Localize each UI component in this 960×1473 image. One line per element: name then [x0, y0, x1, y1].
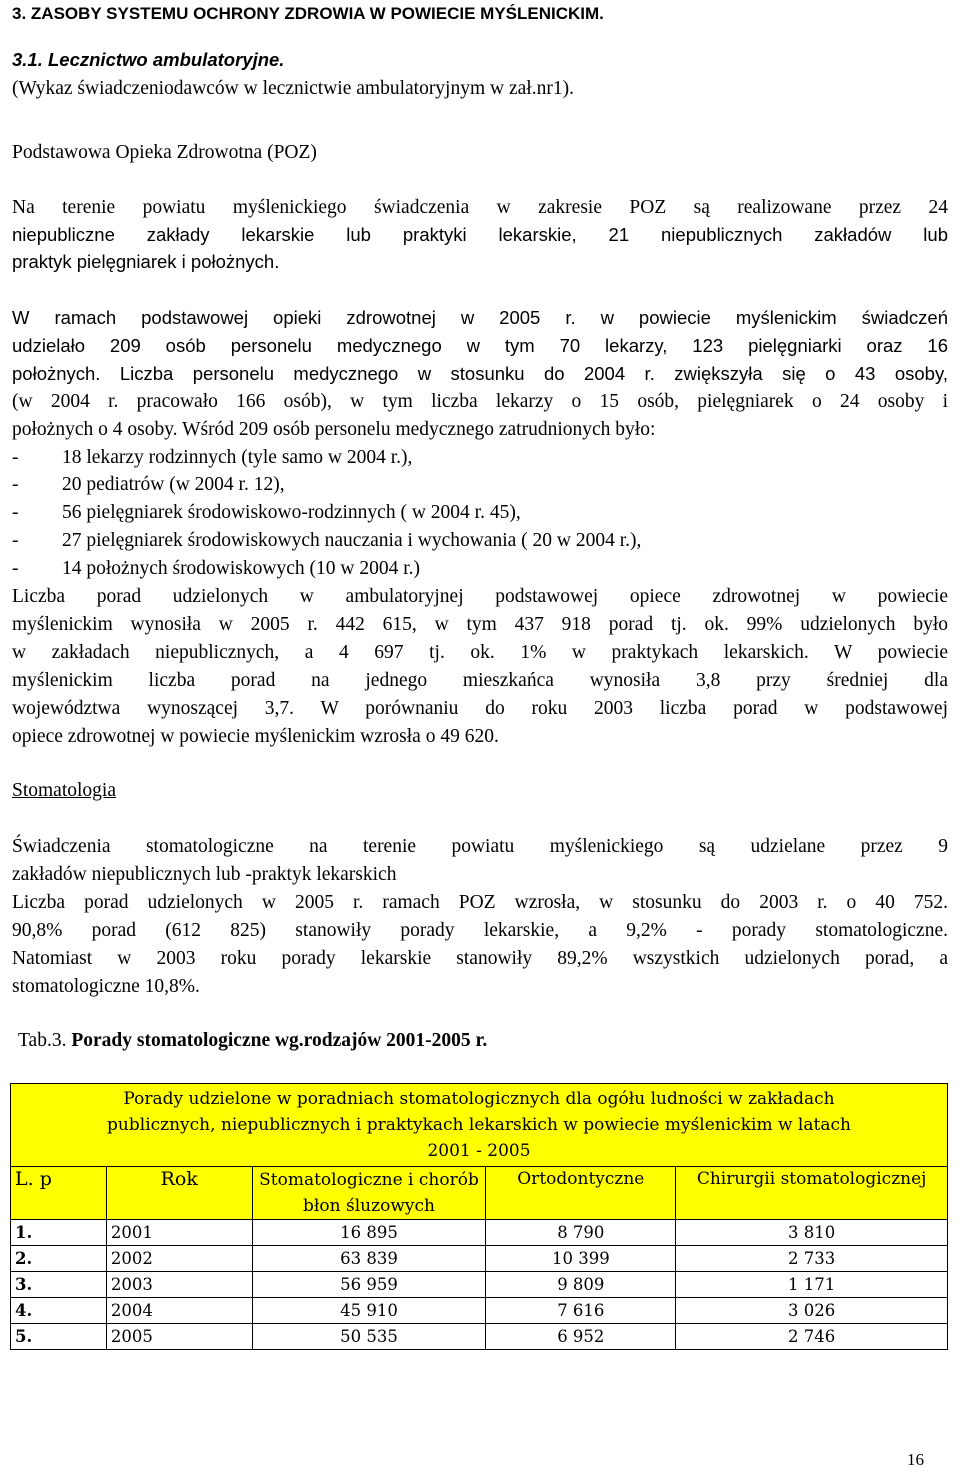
- table-row: [11, 1324, 948, 1350]
- para1-line: Na terenie powiatu myślenickiego świadczenia w zakresie POZ są realizowane przez 24: [12, 197, 948, 218]
- section-heading: [12, 0, 948, 27]
- header-chirurgii: Chirurgii stomatologicznej: [676, 1167, 948, 1220]
- cell-chirurgii: 2 733: [676, 1246, 948, 1272]
- cell-ortodontyczne: 10 399: [486, 1246, 676, 1272]
- cell-chirurgii: 1 171: [676, 1272, 948, 1298]
- stomatologia-title: Stomatologia: [12, 780, 116, 801]
- cell-ortodontyczne: 7 616: [486, 1298, 676, 1324]
- para2-line: udzielało 209 osób personelu medycznego w tym 70 lekarzy, 123 pielęgniarki oraz 16: [12, 335, 948, 356]
- table-caption-cell: Porady udzielone w poradniach stomatologicznych dla ogółu ludności w zakładach publicznych, niepublicznych i praktykach lekarskich w powiecie myślenickim w latach 2001 - 2005: [11, 1084, 948, 1167]
- cell-stomatologiczne: 56 959: [252, 1272, 486, 1298]
- cell-rok: 2005: [106, 1324, 252, 1350]
- cell-ortodontyczne: 8 790: [486, 1220, 676, 1246]
- cell-lp: 4.: [11, 1298, 107, 1324]
- table-row: [11, 1246, 948, 1272]
- table-caption-row: [11, 1084, 948, 1167]
- cell-stomatologiczne: 16 895: [252, 1220, 486, 1246]
- table-caption: [18, 1027, 948, 1054]
- para2-line: położnych. Liczba personelu medycznego w stosunku do 2004 r. zwiększyła się o 43 osoby,: [12, 363, 948, 384]
- header-stomatologiczne: Stomatologiczne i chorób błon śluzowych: [252, 1167, 486, 1220]
- cell-rok: 2001: [106, 1220, 252, 1246]
- para1-line: niepubliczne zakłady lekarskie lub praktyki lekarskie, 21 niepublicznych zakładów lub: [12, 224, 948, 245]
- cell-ortodontyczne: 6 952: [486, 1324, 676, 1350]
- cell-chirurgii: 2 746: [676, 1324, 948, 1350]
- cell-lp: 1.: [11, 1220, 107, 1246]
- cell-ortodontyczne: 9 809: [486, 1272, 676, 1298]
- para4-line: Świadczenia stomatologiczne na terenie powiatu myślenickiego są udzielane przez 9: [12, 836, 948, 857]
- table-caption-title: Porady stomatologiczne wg.rodzajów 2001-2005 r.: [71, 1030, 488, 1051]
- cell-rok: 2003: [106, 1272, 252, 1298]
- para3-line: województwa wynoszącej 3,7. W porównaniu do roku 2003 liczba porad w podstawowej: [12, 698, 948, 719]
- para1-line: praktyk pielęgniarek i położnych.: [12, 251, 280, 272]
- list-item: - 20 pediatrów (w 2004 r. 12),: [12, 474, 285, 495]
- cell-stomatologiczne: 45 910: [252, 1298, 486, 1324]
- para4-line: stomatologiczne 10,8%.: [12, 976, 200, 997]
- list-item: - 14 położnych środowiskowych (10 w 2004 r.): [12, 558, 420, 579]
- para2-line: położnych o 4 osoby. Wśród 209 osób personelu medycznego zatrudnionych było:: [12, 419, 656, 440]
- cell-stomatologiczne: 63 839: [252, 1246, 486, 1272]
- table-caption-prefix: Tab.3.: [18, 1030, 67, 1051]
- list-item: - 56 pielęgniarek środowiskowo-rodzinnych ( w 2004 r. 45),: [12, 502, 521, 523]
- para3-line: opiece zdrowotnej w powiecie myślenickim wzrosła o 49 620.: [12, 726, 499, 747]
- para3-line: Liczba porad udzielonych w ambulatoryjnej podstawowej opiece zdrowotnej w powiecie: [12, 586, 948, 607]
- para2-line: W ramach podstawowej opieki zdrowotnej w 2005 r. w powiecie myślenickim świadczeń: [12, 307, 948, 328]
- cell-rok: 2002: [106, 1246, 252, 1272]
- para3-line: w zakładach niepublicznych, a 4 697 tj. ok. 1% w praktykach lekarskich. W powiecie: [12, 642, 948, 663]
- para4-line: Liczba porad udzielonych w 2005 r. ramach POZ wzrosła, w stosunku do 2003 r. o 40 752.: [12, 892, 948, 913]
- cell-lp: 3.: [11, 1272, 107, 1298]
- para4-line: Natomiast w 2003 roku porady lekarskie stanowiły 89,2% wszystkich udzielonych porad, a: [12, 948, 948, 969]
- para4-line: zakładów niepublicznych lub -praktyk lekarskich: [12, 864, 397, 885]
- para3-line: myślenickim wynosiła w 2005 r. 442 615, w tym 437 918 porad tj. ok. 99% udzielonych było: [12, 614, 948, 635]
- stomatology-table: [10, 1083, 948, 1350]
- cell-chirurgii: 3 810: [676, 1220, 948, 1246]
- wykaz-note: (Wykaz świadczeniodawców w lecznictwie ambulatoryjnym w zał.nr1).: [12, 78, 574, 99]
- cell-lp: 5.: [11, 1324, 107, 1350]
- section-heading-rest: ASOBY SYSTEMU OCHRONY ZDROWIA W POWIECIE MYŚLENICKIM.: [41, 4, 604, 23]
- header-rok: Rok: [106, 1167, 252, 1220]
- list-item: - 18 lekarzy rodzinnych (tyle samo w 2004 r.),: [12, 447, 413, 468]
- poz-title: Podstawowa Opieka Zdrowotna (POZ): [12, 142, 317, 163]
- cell-stomatologiczne: 50 535: [252, 1324, 486, 1350]
- para2-line: (w 2004 r. pracowało 166 osób), w tym liczba lekarzy o 15 osób, pielęgniarek o 24 osoby i: [12, 391, 948, 412]
- para4-line: 90,8% porad (612 825) stanowiły porady lekarskie, a 9,2% - porady stomatologiczne.: [12, 920, 948, 941]
- cell-rok: 2004: [106, 1298, 252, 1324]
- page-number: 16: [907, 1450, 924, 1469]
- table-row: [11, 1298, 948, 1324]
- header-ortodontyczne: Ortodontyczne: [486, 1167, 676, 1220]
- section-heading-num: 3. Z: [12, 4, 42, 23]
- subsection-heading: 3.1. Lecznictwo ambulatoryjne.: [12, 49, 285, 70]
- table-header-row: [11, 1167, 948, 1220]
- table-row: [11, 1220, 948, 1246]
- cell-lp: 2.: [11, 1246, 107, 1272]
- table-row: [11, 1272, 948, 1298]
- cell-chirurgii: 3 026: [676, 1298, 948, 1324]
- header-lp: L. p: [11, 1167, 107, 1220]
- para3-line: myślenickim liczba porad na jednego mieszkańca wynosiła 3,8 przy średniej dla: [12, 670, 948, 691]
- list-item: - 27 pielęgniarek środowiskowych nauczania i wychowania ( 20 w 2004 r.),: [12, 530, 642, 551]
